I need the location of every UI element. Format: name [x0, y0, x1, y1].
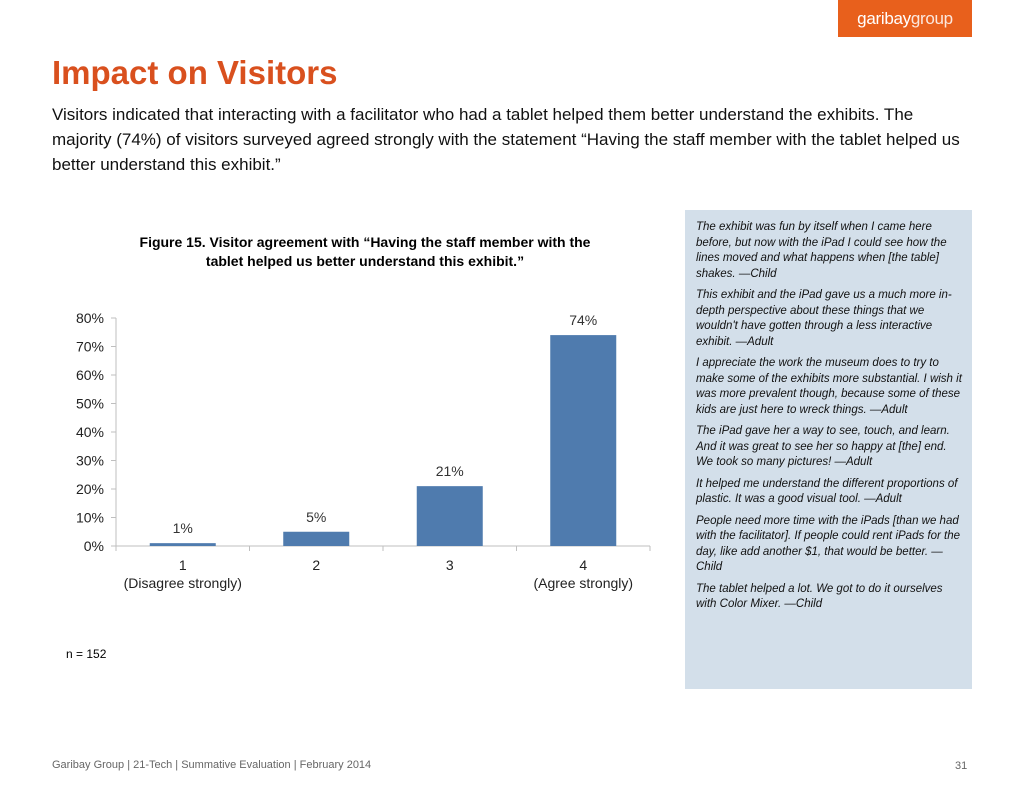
bar-2: [283, 532, 349, 546]
x-tick-label: 2: [312, 557, 321, 573]
bar-chart: [40, 300, 670, 600]
data-label: 74%: [569, 312, 598, 329]
x-tick-label: 4: [579, 557, 588, 573]
footer-text: Garibay Group | 21-Tech | Summative Evaluation | February 2014: [52, 759, 372, 771]
y-tick-label: 20%: [75, 481, 104, 497]
quote-1: The exhibit was fun by itself when I came here before, but now with the iPad I could see how the lines moved and what happens when [the table] shakes. —Child: [696, 221, 947, 280]
sample-size-note: n = 152: [66, 647, 107, 661]
y-tick-label: 80%: [75, 310, 104, 326]
y-tick-label: 50%: [75, 395, 104, 412]
x-tick-sublabel: (Disagree strongly): [123, 575, 242, 591]
logo-text-garibay: garibay: [857, 9, 911, 28]
bar-4: [550, 335, 616, 546]
y-tick-label: 30%: [75, 452, 104, 469]
page-number: 31: [955, 760, 968, 772]
quote-4: The iPad gave her a way to see, touch, and learn. And it was great to see her so happy at [the] end. We took so many pictures! —Adult: [696, 425, 950, 468]
y-tick-label: 60%: [75, 367, 104, 383]
quote-6: People need more time with the iPads [than we had with the facilitator]. If people could rent iPads for the day, like add another $1, that would be better. —Child: [696, 514, 961, 573]
x-tick-sublabel: (Agree strongly): [533, 575, 634, 591]
quote-5: It helped me understand the different proportions of plastic. It was a good visual tool. —Adult: [696, 477, 958, 505]
garibay-group-logo: [838, 0, 972, 37]
quotes-panel: [685, 210, 972, 689]
quote-7: The tablet helped a lot. We got to do it ourselves with Color Mixer. —Child: [696, 582, 943, 610]
x-tick-label: 1: [178, 557, 187, 573]
y-tick-label: 40%: [75, 424, 104, 440]
bar-1: [150, 543, 216, 546]
quote-3: I appreciate the work the museum does to try to make some of the exhibits more substantial. I wish it was more prevalent though, because some of these kids are just here to wreck things. —Adult: [696, 357, 962, 416]
quote-2: This exhibit and the iPad gave us a much more in-depth perspective about these things that we wouldn't have gotten through a less interactive exhibit. —Adult: [696, 289, 952, 348]
page-title: Impact on Visitors: [52, 54, 338, 91]
y-tick-label: 10%: [75, 509, 104, 526]
data-label: 5%: [306, 508, 327, 525]
x-tick-label: 3: [445, 557, 454, 573]
y-tick-label: 0%: [83, 538, 104, 554]
data-label: 21%: [435, 463, 464, 480]
y-tick-label: 70%: [75, 338, 104, 355]
intro-paragraph: Visitors indicated that interacting with a facilitator who had a tablet helped them better understand the exhibits. The majority (74%) of visitors surveyed agreed strongly with the statement “Having the staff member with the tablet helped us better understand this exhibit.”: [52, 105, 960, 174]
bar-3: [417, 486, 483, 546]
figure-title: Figure 15. Visitor agreement with “Having the staff member with the tablet helped us better understand this exhibit.”: [139, 234, 591, 269]
logo-text-group: group: [910, 9, 953, 28]
data-label: 1%: [172, 520, 193, 537]
